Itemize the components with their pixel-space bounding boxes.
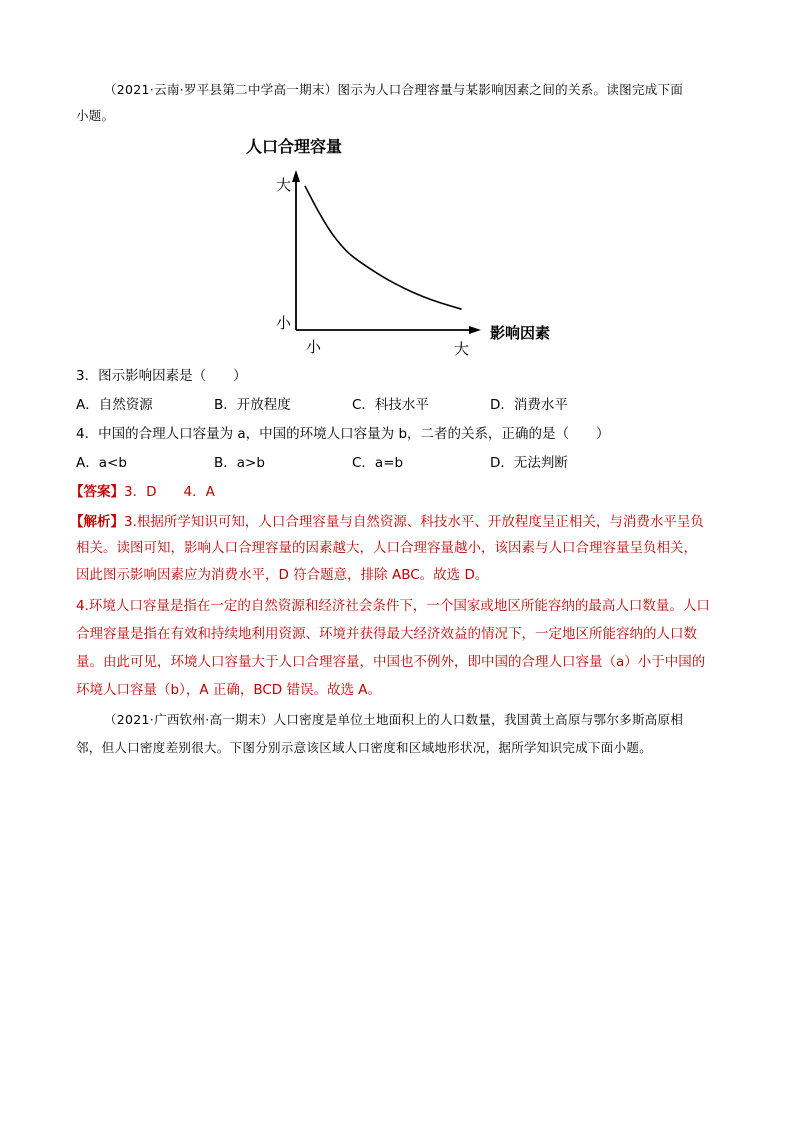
question-4-option-b: B．a>b (214, 455, 265, 471)
analysis-line-1 (70, 512, 704, 532)
capacity-curve-figure (238, 130, 568, 360)
analysis-label: 【解析】 (70, 514, 124, 530)
question-3-stem: 3．图示影响因素是（ ） (76, 368, 247, 384)
intro-paragraph-1-line-2: 小题。 (76, 108, 115, 123)
intro-paragraph-2-line-2: 邻，但人口密度差别很大。下图分别示意该区域人口密度和区域地形状况，据所学知识完成下面小题。 (76, 740, 653, 755)
capacity-curve-line (305, 186, 462, 309)
answer-line (70, 482, 215, 502)
intro-paragraph-2-line-1: （2021·广西钦州·高一期末）人口密度是单位土地面积上的人口数量，我国黄土高原与鄂尔多斯高原相 (104, 712, 684, 727)
analysis-line-6: 量。由此可见，环境人口容量大于人口合理容量，中国也不例外，即中国的合理人口容量（a）小于中国的 (76, 654, 706, 670)
analysis-text-1: 3.根据所学知识可知，人口合理容量与自然资源、科技水平、开放程度呈正相关，与消费水平呈负 (124, 514, 704, 530)
question-3-option-a: A．自然资源 (76, 397, 153, 413)
x-tick-big: 大 (454, 340, 470, 358)
intro-paragraph-1-line-1: （2021·云南·罗平县第二中学高一期末）图示为人口合理容量与某影响因素之间的关系。读图完成下面 (104, 82, 684, 97)
analysis-line-7: 环境人口容量（b），A 正确，BCD 错误。故选 A。 (76, 682, 382, 698)
question-3-option-c: C．科技水平 (352, 397, 429, 413)
y-axis-title: 人口合理容量 (246, 137, 343, 156)
question-3-option-b: B．开放程度 (214, 397, 291, 413)
y-tick-big: 大 (276, 176, 292, 194)
analysis-line-3: 因此图示影响因素应为消费水平，D 符合题意，排除 ABC。故选 D。 (76, 567, 489, 583)
answer-label: 【答案】 (70, 484, 124, 500)
x-axis-arrow (469, 326, 481, 334)
y-axis-arrow (292, 170, 300, 182)
y-tick-small: 小 (276, 314, 292, 332)
question-3-option-d: D．消费水平 (490, 397, 568, 413)
question-4-option-a: A．a<b (76, 455, 127, 471)
x-axis-title: 影响因素 (490, 324, 551, 342)
question-4-option-d: D．无法判断 (490, 455, 568, 471)
answer-text: 3．D 4．A (124, 484, 215, 500)
analysis-line-2: 相关。读图可知，影响人口合理容量的因素越大，人口合理容量越小，该因素与人口合理容量呈负相关， (76, 540, 697, 556)
analysis-line-4: 4.环境人口容量是指在一定的自然资源和经济社会条件下，一个国家或地区所能容纳的最高人口数量。人口 (76, 598, 710, 614)
analysis-line-5: 合理容量是指在有效和持续地利用资源、环境并获得最大经济效益的情况下，一定地区所能容纳的人口数 (76, 626, 697, 642)
question-4-stem: 4．中国的合理人口容量为 a，中国的环境人口容量为 b，二者的关系，正确的是（ ） (76, 426, 610, 442)
question-4-option-c: C．a=b (352, 455, 404, 471)
x-tick-small: 小 (306, 338, 322, 356)
